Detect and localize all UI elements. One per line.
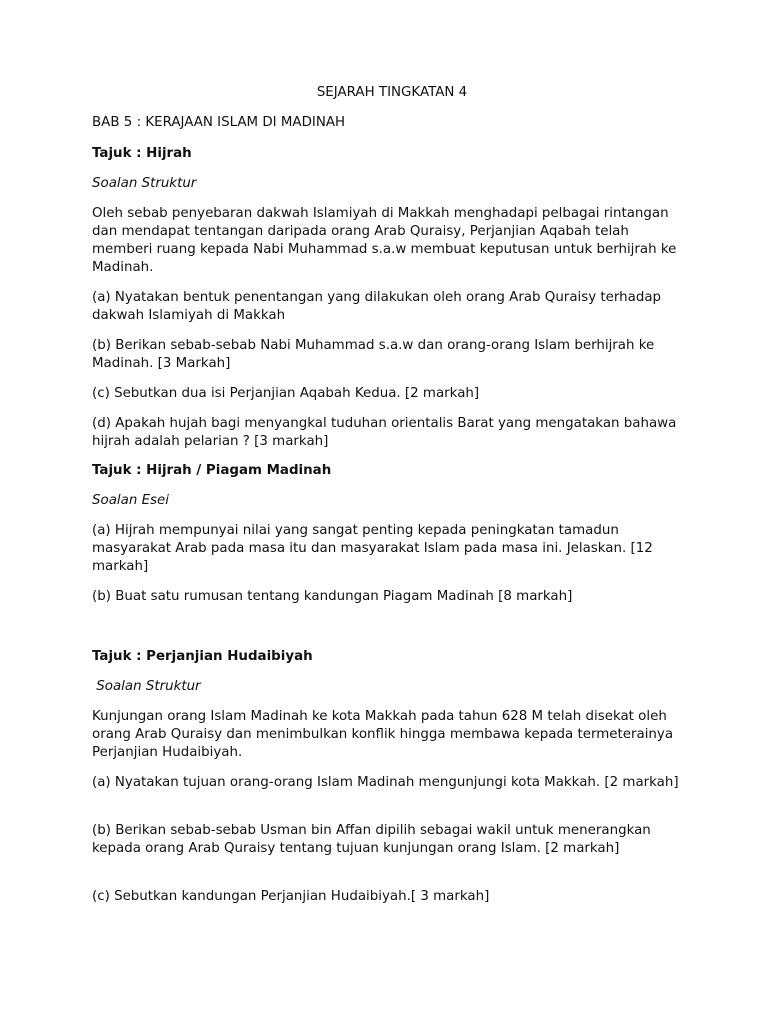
section-2-question-b: (b) Buat satu rumusan tentang kandungan Piagam Madinah [8 markah]: [92, 589, 573, 604]
section-1-intro: Oleh sebab penyebaran dakwah Islamiyah di Makkah menghadapi pelbagai rintangan dan mendapat tentangan daripada orang Arab Quraisy, Perjanjian Aqabah telah memberi ruang kepada Nabi Muhammad s.a.w membuat keputusan untuk berhijrah ke Madinah.: [92, 206, 677, 275]
section-3-question-a: (a) Nyatakan tujuan orang-orang Islam Madinah mengunjungi kota Makkah. [2 markah]: [92, 775, 679, 790]
document-page: [92, 84, 692, 904]
section-2-subtype: Soalan Esei: [92, 493, 169, 508]
chapter-heading: BAB 5 : KERAJAAN ISLAM DI MADINAH: [92, 115, 346, 130]
section-3-question-b: (b) Berikan sebab-sebab Usman bin Affan dipilih sebagai wakil untuk menerangkan kepada orang Arab Quraisy tentang tujuan kunjungan orang Islam. [2 markah]: [92, 823, 651, 856]
section-1-question-b: (b) Berikan sebab-sebab Nabi Muhammad s.a.w dan orang-orang Islam berhijrah ke Madinah. [3 Markah]: [92, 338, 655, 371]
section-1-question-a: (a) Nyatakan bentuk penentangan yang dilakukan oleh orang Arab Quraisy terhadap dakwah Islamiyah di Makkah: [92, 290, 662, 323]
section-3-topic: Tajuk : Perjanjian Hudaibiyah: [92, 649, 313, 664]
section-3-subtype: Soalan Struktur: [92, 679, 201, 694]
section-1-topic: Tajuk : Hijrah: [92, 146, 192, 161]
section-2-topic: Tajuk : Hijrah / Piagam Madinah: [92, 463, 332, 478]
section-3-question-c: (c) Sebutkan kandungan Perjanjian Hudaibiyah.[ 3 markah]: [92, 889, 490, 904]
section-2-question-a: (a) Hijrah mempunyai nilai yang sangat penting kepada peningkatan tamadun masyarakat Arab pada masa itu dan masyarakat Islam pada masa ini. Jelaskan. [12 markah]: [92, 523, 653, 574]
document-title: SEJARAH TINGKATAN 4: [316, 85, 468, 100]
section-1-question-d: (d) Apakah hujah bagi menyangkal tuduhan orientalis Barat yang mengatakan bahawa hijrah adalah pelarian ? [3 markah]: [92, 416, 677, 449]
section-3-intro: Kunjungan orang Islam Madinah ke kota Makkah pada tahun 628 M telah disekat oleh orang Arab Quraisy dan menimbulkan konflik hingga membawa kepada termeterainya Perjanjian Hudaibiyah.: [92, 709, 674, 760]
section-1-question-c: (c) Sebutkan dua isi Perjanjian Aqabah Kedua. [2 markah]: [92, 386, 480, 401]
section-1-subtype: Soalan Struktur: [92, 176, 197, 191]
